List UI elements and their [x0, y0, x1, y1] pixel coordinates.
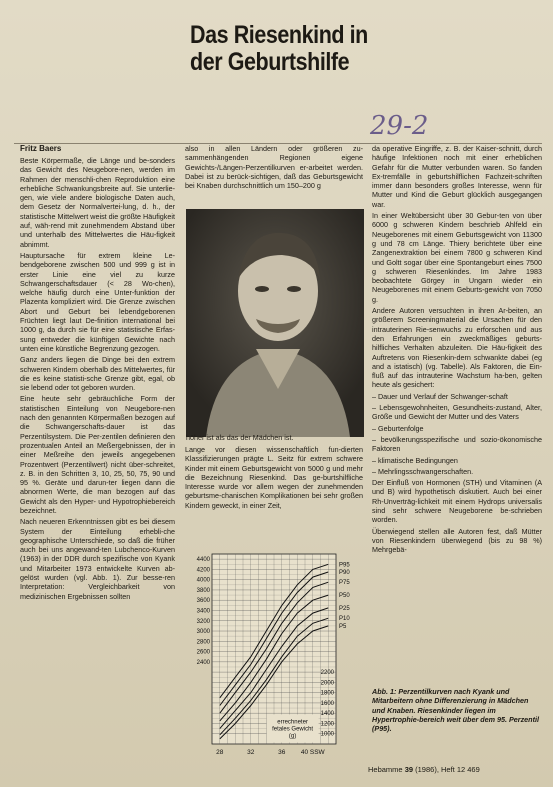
- handwritten-note: [368, 104, 438, 144]
- paragraph: Überwiegend stellen alle Autoren fest, daß Mütter von Riesenkindern überwiegend (bis zu 98 %) Mehrgebä-: [372, 526, 542, 555]
- y-tick-label-left: 2800: [196, 639, 210, 646]
- y-tick-label-right: 2000: [320, 680, 334, 687]
- article-title: Das Riesenkind in der Geburtshilfe: [190, 21, 368, 76]
- author-photo: [186, 206, 364, 440]
- y-tick-label-left: 3200: [196, 618, 210, 625]
- annotation-text: errechneter: [277, 719, 308, 726]
- paragraph: Lange vor diesen wissenschaftlich fun-dierten Klassifizierungen prägte L. Seitz für extrem schwere Kinder mit einem Geburtsgewicht von 5000 g und mehr die Bezeichnung Riesenkind. Das ge-burtshilfliche Interesse wurde vor allem wegen der zunehmenden geburtsme-chanischen Komplikationen bei sehr großen Kindern geweckt, in einer Zeit,: [185, 445, 363, 510]
- list-item: – bevölkerungsspezifische und sozio-ökonomische Faktoren: [372, 434, 542, 454]
- series-label-p10: P10: [339, 616, 350, 623]
- list-item: – Mehrlingsschwangerschaften.: [372, 466, 474, 476]
- column-2-top: [185, 144, 363, 204]
- y-tick-label-left: 4200: [196, 567, 210, 574]
- paragraph: Der Einfluß von Hormonen (STH) und Vitaminen (A und B) wird hypothetisch diskutiert. Auch bei einer Rh-Unverträg-lichkeit mit einem Hydrops universalis sind sehr schwere Neugeborene be-schrieben worden.: [372, 478, 542, 525]
- series-label-p50: P50: [339, 593, 350, 600]
- column-3: [372, 144, 542, 664]
- x-tick-label: 40 SSW: [300, 749, 325, 756]
- annotation-text: fetales Gewicht: [272, 726, 314, 733]
- y-tick-label-right: 1800: [320, 690, 334, 697]
- x-tick-label: 28: [216, 749, 224, 756]
- x-tick-label: 36: [278, 749, 286, 756]
- y-tick-label-right: 1600: [320, 700, 334, 707]
- photo-caption-text: höher ist als das der Mädchen ist.: [186, 433, 294, 442]
- footer-volume: 39: [404, 765, 414, 774]
- x-tick-label: 32: [247, 749, 255, 756]
- y-tick-label-left: 2600: [196, 649, 210, 656]
- y-tick-label-left: 3800: [196, 587, 210, 594]
- list-item: – klimatische Bedingungen: [372, 455, 458, 465]
- series-label-p75: P75: [339, 580, 350, 587]
- y-tick-label-right: 1400: [320, 711, 334, 718]
- paragraph: Ganz anders liegen die Dinge bei den extrem schweren Kindern oberhalb des Mittelwertes, für die es keine statisti-sche Grenze gibt, egal, ob sie lebend oder tot geboren wurden.: [20, 355, 175, 393]
- paragraph: Beste Körpermaße, die Länge und be-sonders das Gewicht des Neugebore-nen, werden im Rahmen der menschli-chen Reproduktion eine erhebliche Schwankungsbreite auf. Sie unterlie-gen, wie viele andere biologische Daten auch, dem Gesetz der Normalvertei-lung, d. h., der statistische Mittelwert weist die größte Häufigkeit auf, wäh-rend mit zunehmendem Abstand über und unterhalb des Mittelwertes die Häu-figkeit abnimmt.: [20, 156, 175, 249]
- handwritten-note-text: 29-2: [370, 111, 429, 141]
- y-tick-label-left: 3400: [196, 608, 210, 615]
- paragraph: Hauptursache für extrem kleine Le-bendgeborene zwischen 500 und 999 g ist in erster Linie eine viel zu kurze Schwangerschaftsdauer (< 28 Wo-chen), welche häufig durch eine Unter-funktion der Plazenta kompliziert wird. Die Grenze zwischen Abort und Geburt bei lebendgeborenen Früchten liegt laut De-finition international bei 1000 g, da durch sie für eine statistische Erfas-sung entweder die künftigen Gewichte nach unten eine künstliche Begrenzung gezogen.: [20, 250, 175, 353]
- paragraph: Nach neueren Erkenntnissen gibt es bei diesem System der Einteilung erhebli-che geographische Unterschiede, so daß die früher auch bei uns angewand-ten Lubchenco-Kurven (1963) in der DDR durch spezifische von Kyank und Mitarbeiter 1973 entwickelte Kurven ab-gelöst wurden (vgl. Abb. 1). Zur besse-ren Interpretation: Vergleichbarkeit von medizinischen Ergebnissen sollten: [20, 517, 175, 601]
- column-2-bottom: [185, 445, 363, 545]
- paragraph: also in allen Ländern oder größeren zu-sammenhängenden Regionen eigene Gewichts-/Längen-Perzentilkurven er-arbeitet werden. Dabei ist zu berück-sichtigen, daß das Geburtsgewicht bei Knaben durchschnittlich um 150–200 g: [185, 144, 363, 191]
- paragraph: da operative Eingriffe, z. B. der Kaiser-schnitt, durch häufige Infektionen noch mit einer erheblichen Gefahr für die Mutter verbunden waren. So fanden Ex-tremfälle in geburtshilflichen Fachzeit-schriften immer dann besonders großes Interesse, wenn für Mutter und Kind die Geburt glücklich ausgegangen war.: [372, 144, 542, 209]
- list-item: – Geburtenfolge: [372, 423, 424, 433]
- series-label-p95: P95: [339, 562, 350, 569]
- y-tick-label-left: 4400: [196, 557, 210, 564]
- column-1: [20, 156, 175, 746]
- y-tick-label-right: 1000: [320, 731, 334, 738]
- figure-caption: Abb. 1: Perzentilkurven nach Kyank und Mitarbeitern ohne Differenzierung in Mädchen und Knaben. Riesenkinder liegen im Hypertrophie-bereich weit über dem 95. Perzentil (P95).: [372, 687, 539, 734]
- series-label-p5: P5: [339, 623, 347, 630]
- footer-issue: (1986), Heft 12 469: [415, 765, 480, 774]
- list-item: – Dauer und Verlauf der Schwanger-schaft: [372, 391, 508, 401]
- series-label-p90: P90: [339, 569, 350, 576]
- y-tick-label-left: 2400: [196, 659, 210, 666]
- paragraph: Andere Autoren versuchten in ihren Ar-beiten, an größerem Screeningmaterial die Ursachen für den intrauterinen Rie-senwuchs zu erforschen und aus den Erfahrungen ein zweckmäßiges geburts-hilfliches Verhalten abzuleiten. Die Häu-figkeit des Auftretens von Riesenkin-dern schwankte dabei (eg and a istatisch) (vg. Tabelle). Als Faktoren, die Ein-fluß auf das intrauterine Wachstum ha-ben, gelten heute als gesichert:: [372, 306, 542, 390]
- annotation-text: (g): [288, 733, 297, 740]
- y-tick-label-left: 3600: [196, 598, 210, 605]
- percentile-chart: [186, 548, 364, 760]
- y-tick-label-right: 2200: [320, 670, 334, 677]
- paragraph: Eine heute sehr gebräuchliche Form der statistischen Einteilung von Neugebore-nen nach den genannten Körpermaßen bezogen auf die Schwangerschafts-dauer ist das Perzentilsystem. Die Per-zentilen definieren den prozentualen Anteil an Meßergebnissen, der in einer Meßreihe den jeweils angegebenen Prozentwert (Perzentilwert) nicht über-schreitet, z. B. in den Schritten 3, 10, 25, 50, 75, 90 und 95 %. Geräte und darun-ter liegen dann die abnormen Werte, die man bezogen auf das Gewicht als den Hyper- und Hypotrophiebereich bezeichnet.: [20, 394, 175, 515]
- author: Fritz Baers: [20, 144, 62, 153]
- y-tick-label-right: 1200: [320, 721, 334, 728]
- list-item: – Lebensgewohnheiten, Gesundheits-zustand, Alter, Größe und Gewicht der Mutter und des Vaters: [372, 403, 542, 422]
- paragraph: In einer Weltübersicht über 30 Gebur-ten von über 6000 g schweren Kindern beschrieb Ahlfeld ein Neugeborenes mit einem Geburtsgewicht von 11300 g und 78 cm Länge. Thiery berichtete über eine Zangenextraktion bei einem 7800 g schweren Kind und Goltt sogar über eine Spontangeburt eines 7500 g schweren Riesenkindes. Im Jahre 1983 beobachtete Görgey in Ungarn wieder ein Neugeborenes mit einem Geburts-gewicht von 7050 g.: [372, 211, 542, 304]
- series-label-p25: P25: [339, 605, 350, 612]
- footer-journal: Hebamme: [368, 765, 403, 774]
- y-tick-label-left: 3000: [196, 629, 210, 636]
- page-footer: [368, 765, 480, 774]
- y-tick-label-left: 4000: [196, 577, 210, 584]
